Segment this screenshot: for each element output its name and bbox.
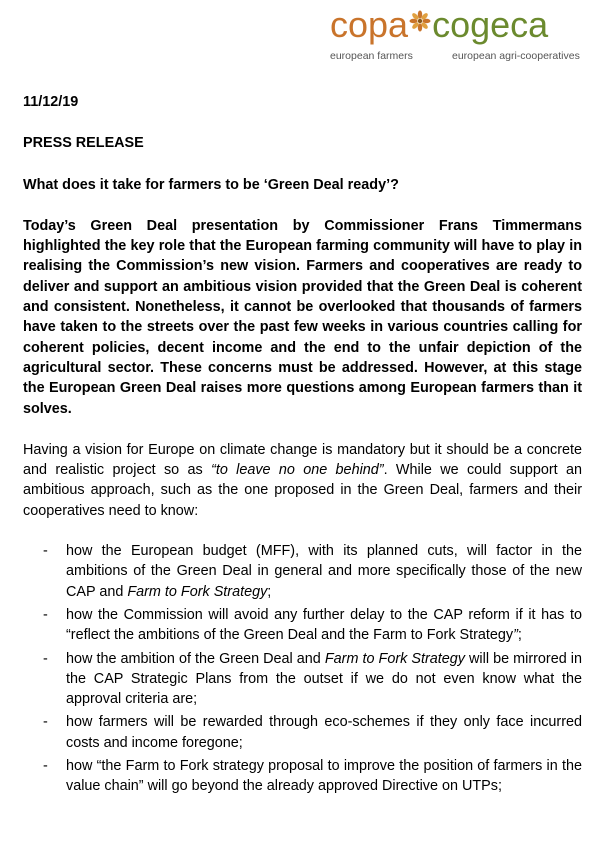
- logo-word-cogeca: cogeca: [432, 4, 549, 45]
- list-dash: -: [43, 606, 48, 623]
- copa-cogeca-logo: [330, 4, 580, 66]
- list-item-text: how the Commission will avoid any further delay to the CAP reform if it has to “reflect the ambitions of the Green Deal and the Farm to Fork Strategy: [66, 606, 582, 644]
- list-dash: -: [43, 758, 48, 775]
- list-item: [23, 541, 582, 602]
- list-item: [23, 605, 582, 646]
- list-item-italic: ”: [513, 627, 518, 644]
- press-release-document: [23, 92, 582, 800]
- flower-star-icon: [409, 10, 431, 32]
- release-date: 11/12/19: [23, 94, 79, 110]
- list-item-text-end: ;: [267, 583, 272, 600]
- headline: What does it take for farmers to be ‘Green Deal ready’?: [23, 176, 399, 193]
- lead-paragraph: Today’s Green Deal presentation by Commissioner Frans Timmermans highlighted the key role that the European farming community will have to play in realising the Commission’s new vision. Farmers and cooperatives are ready to deliver and support an ambitious vision provided that the Green Deal is coherent and consistent. Nonetheless, it cannot be overlooked that thousands of farmers have taken to the streets over the past few weeks in various countries calling for coherent policies, decent income and the end to the unfair depiction of the agricultural sector. These concerns must be addressed. However, at this stage the European Green Deal raises more questions among European farmers than it solves.: [23, 217, 582, 417]
- questions-list: [23, 541, 582, 797]
- list-item-text-end: will be mirrored in the CAP Strategic Plans from the outset if we do not even know what the approval criteria are;: [66, 650, 582, 708]
- list-dash: -: [43, 650, 48, 667]
- list-item: [23, 756, 582, 797]
- logo-tagline-farmers: european farmers: [330, 50, 413, 62]
- intro-paragraph: [23, 440, 582, 521]
- intro-quote: “to leave no one behind”: [211, 462, 384, 479]
- list-dash: -: [43, 714, 48, 731]
- logo-word-copa: copa: [330, 4, 409, 45]
- intro-text-end: . While we could support an ambitious approach, such as the one proposed in the Green Deal, farmers and their cooperatives need to know:: [23, 462, 583, 519]
- list-item: [23, 649, 582, 710]
- list-item-text: how “the Farm to Fork strategy proposal to improve the position of farmers in the value chain” will go beyond the already approved Directive on UTPs;: [66, 758, 582, 795]
- press-release-label: PRESS RELEASE: [23, 135, 144, 152]
- list-dash: -: [43, 543, 48, 560]
- logo-tagline-cooperatives: european agri-cooperatives: [452, 50, 580, 62]
- list-item-text-end: ;: [517, 627, 522, 644]
- list-item: [23, 712, 582, 753]
- list-item-italic: Farm to Fork Strategy: [324, 650, 465, 667]
- list-item-text: how farmers will be rewarded through eco-schemes if they only face incurred costs and income foregone;: [66, 714, 582, 751]
- list-item-text: how the European budget (MFF), with its planned cuts, will factor in the ambitions of the Green Deal in general and more specifically those of the new CAP and: [66, 543, 582, 600]
- logo-wordmark: [330, 4, 580, 46]
- list-item-text: how the ambition of the Green Deal and: [66, 650, 325, 667]
- list-item-italic: Farm to Fork Strategy: [127, 583, 268, 600]
- intro-text-start: Having a vision for Europe on climate change is mandatory but it should be a concrete and realistic project so as: [23, 441, 582, 479]
